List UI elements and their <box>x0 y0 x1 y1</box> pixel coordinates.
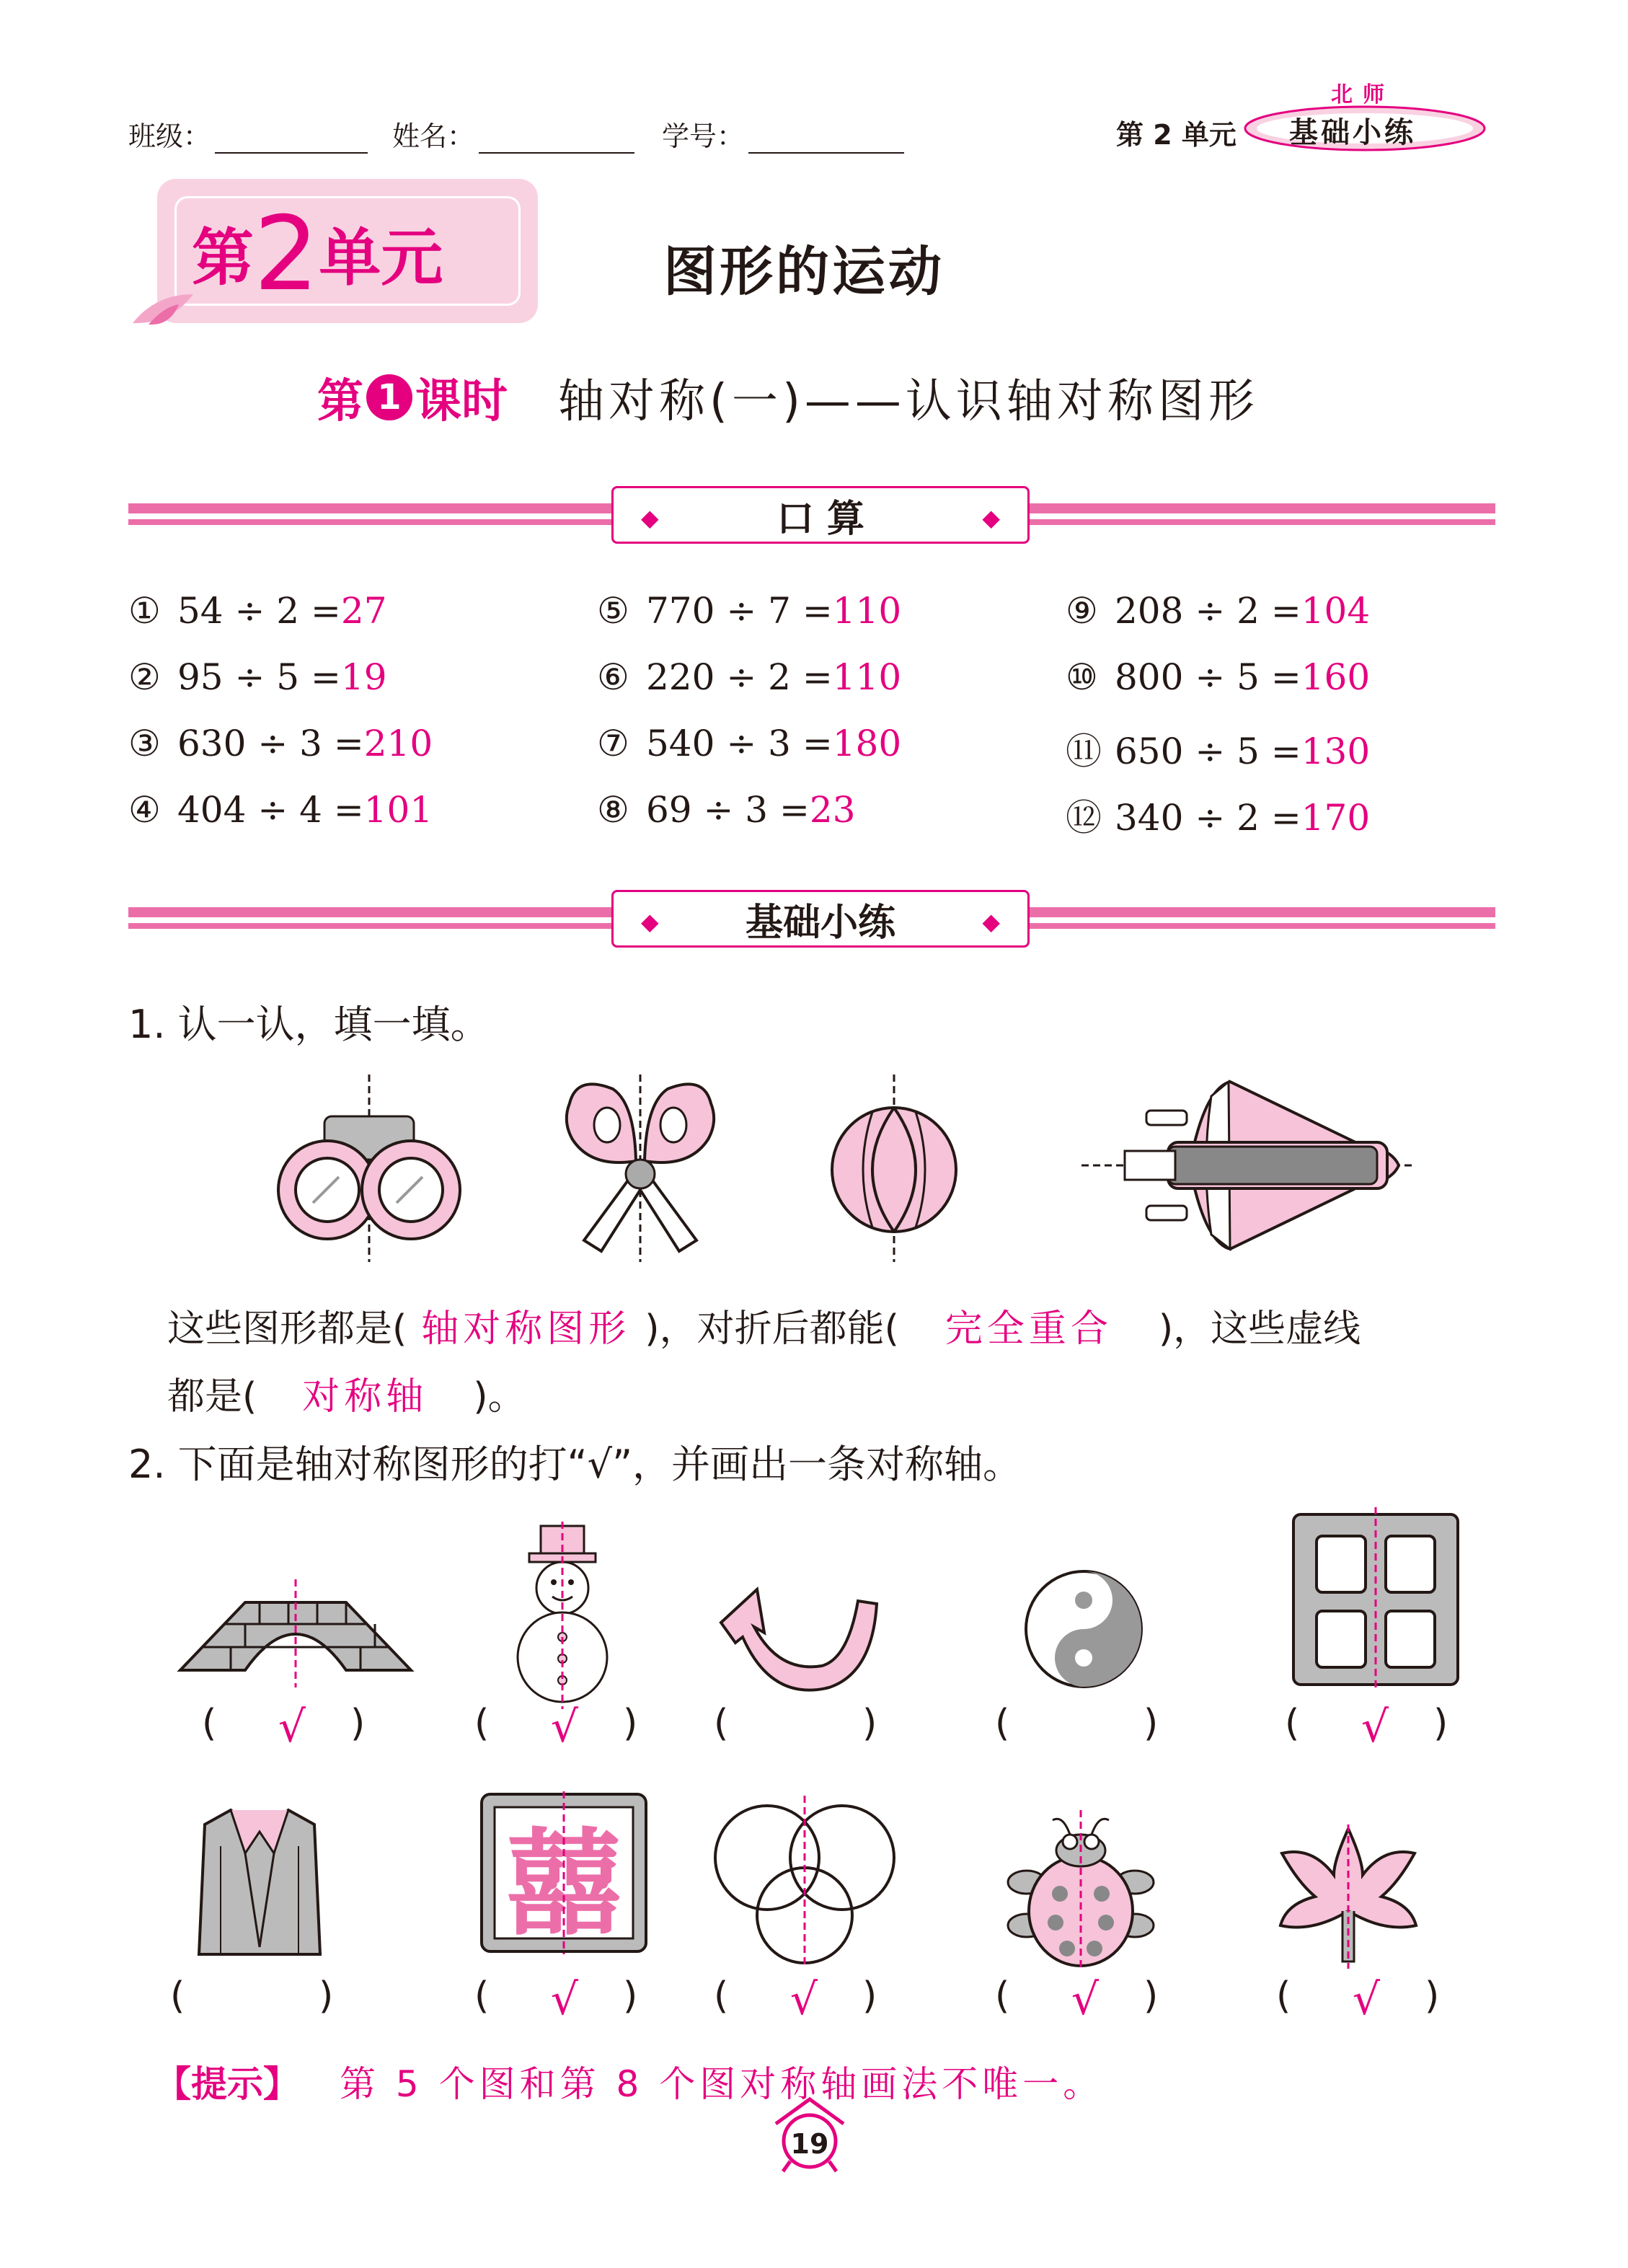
calc-item <box>597 590 901 632</box>
calc-item <box>1066 789 1370 841</box>
name-blank[interactable] <box>479 125 634 154</box>
calc-number: ⑤ <box>597 590 629 632</box>
calc-answer[interactable]: 130 <box>1301 731 1371 772</box>
calc-number: ⑩ <box>1066 656 1098 698</box>
mark-slot-3[interactable]: ( ) <box>714 1702 877 1745</box>
svg-text:囍: 囍 <box>505 1817 622 1951</box>
unit-tag: 第 2 单元 <box>1116 119 1237 151</box>
answer-axis[interactable]: 对称轴 <box>302 1375 428 1418</box>
answer-axis-symmetric[interactable]: 轴对称图形 <box>421 1307 631 1351</box>
calc-item <box>597 656 901 698</box>
calc-expression: 770 ÷ 7 = <box>646 590 833 632</box>
calc-item <box>1066 656 1370 698</box>
calc-number: ⑥ <box>597 656 629 698</box>
question-1-line-2: 都是( 对称轴 )。 <box>167 1366 526 1420</box>
calc-answer[interactable]: 27 <box>340 590 387 632</box>
calc-item <box>128 590 387 632</box>
calc-answer[interactable]: 170 <box>1301 797 1371 839</box>
unit-title: 图形的运动 <box>663 241 944 303</box>
calc-expression: 95 ÷ 5 = <box>177 656 341 698</box>
calc-expression: 69 ÷ 3 = <box>646 789 810 831</box>
calc-item <box>1066 723 1370 775</box>
calc-answer[interactable]: 160 <box>1301 656 1371 698</box>
calc-expression: 800 ÷ 5 = <box>1115 656 1301 698</box>
question-1-line-1: 这些图形都是( 轴对称图形 )，对折后都能( 完全重合 )，这些虚线 <box>167 1298 1361 1352</box>
mark-slot-9[interactable]: ( √ ) <box>995 1974 1159 2025</box>
hint: 【提示】 第 5 个图和第 8 个图对称轴画法不唯一。 <box>155 2063 1104 2105</box>
calc-expression: 630 ÷ 3 = <box>177 723 364 764</box>
page-number: 19 <box>770 2095 849 2174</box>
calc-number: ⑧ <box>597 789 629 831</box>
binoculars-icon <box>267 1075 469 1262</box>
name-field: 姓名： <box>392 114 634 154</box>
ball-icon <box>822 1075 966 1262</box>
double-happiness-icon <box>479 1791 649 1954</box>
calc-item <box>128 723 433 764</box>
class-blank[interactable] <box>215 125 368 154</box>
mark-slot-2[interactable]: ( √ ) <box>474 1702 638 1752</box>
calc-answer[interactable]: 19 <box>340 656 387 698</box>
bridge-icon <box>173 1572 418 1687</box>
calc-answer[interactable]: 104 <box>1301 590 1371 632</box>
calc-answer[interactable]: 180 <box>832 723 902 764</box>
window-icon <box>1291 1507 1461 1687</box>
yin-yang-icon <box>1022 1568 1145 1690</box>
mark-slot-1[interactable]: ( √ ) <box>202 1702 366 1752</box>
ladybug-icon <box>998 1810 1164 1969</box>
calc-item <box>1066 590 1370 632</box>
id-blank[interactable] <box>748 125 904 154</box>
question-1-label: 1. 认一认，填一填。 <box>128 1002 490 1047</box>
question-2-label: 2. 下面是轴对称图形的打“√”，并画出一条对称轴。 <box>128 1442 1022 1487</box>
calc-answer[interactable]: 23 <box>809 789 856 831</box>
unit-box <box>157 179 538 323</box>
three-circles-icon <box>711 1796 898 1966</box>
answer-coincide[interactable]: 完全重合 <box>944 1307 1112 1351</box>
unit-label: 第2单元 <box>192 195 443 314</box>
calc-number: ④ <box>128 789 161 831</box>
scissors-icon <box>555 1075 728 1262</box>
snowman-icon <box>505 1522 620 1709</box>
calc-number: ⑨ <box>1066 590 1098 632</box>
calc-answer[interactable]: 110 <box>832 590 902 632</box>
lesson-title: 第 1 课时 轴对称(一)——认识轴对称图形 <box>317 375 1259 428</box>
airplane-icon <box>1081 1067 1413 1255</box>
mark-slot-5[interactable]: ( √ ) <box>1285 1702 1448 1752</box>
calc-item <box>597 723 901 764</box>
calc-number: ③ <box>128 723 161 764</box>
calc-number: ⑫ <box>1066 797 1102 839</box>
calc-expression: 650 ÷ 5 = <box>1115 731 1301 772</box>
mark-slot-6[interactable]: ( ) <box>170 1974 334 2018</box>
calc-item <box>597 789 856 831</box>
leaf-icon <box>127 287 199 330</box>
calc-expression: 208 ÷ 2 = <box>1115 590 1301 632</box>
calc-expression: 54 ÷ 2 = <box>177 590 341 632</box>
calc-item <box>128 656 387 698</box>
calc-number: ② <box>128 656 161 698</box>
calc-number: ① <box>128 590 161 632</box>
calc-expression: 220 ÷ 2 = <box>646 656 833 698</box>
jacket-icon <box>195 1803 324 1962</box>
mark-slot-4[interactable]: ( ) <box>995 1702 1159 1745</box>
calc-answer[interactable]: 101 <box>363 789 433 831</box>
mark-slot-10[interactable]: ( √ ) <box>1276 1974 1440 2025</box>
leaf-shape-icon <box>1276 1824 1420 1969</box>
series-badge: 北师 基础小练 <box>1239 76 1491 156</box>
calc-item <box>128 789 433 831</box>
basic-section-label: ◆ 基础小练 ◆ <box>611 890 1030 948</box>
calc-expression: 404 ÷ 4 = <box>177 789 364 831</box>
mark-slot-8[interactable]: ( √ ) <box>714 1974 877 2025</box>
calc-expression: 340 ÷ 2 = <box>1115 797 1301 839</box>
oral-section-label: ◆ 口 算 ◆ <box>611 486 1030 544</box>
class-field: 班级： <box>128 114 368 154</box>
calc-number: ⑪ <box>1066 731 1102 772</box>
curved-arrow-icon <box>714 1587 880 1695</box>
calc-answer[interactable]: 110 <box>832 656 902 698</box>
mark-slot-7[interactable]: ( √ ) <box>474 1974 638 2025</box>
id-field: 学号： <box>662 114 904 154</box>
calc-expression: 540 ÷ 3 = <box>646 723 833 764</box>
calc-answer[interactable]: 210 <box>363 723 433 764</box>
calc-number: ⑦ <box>597 723 629 764</box>
